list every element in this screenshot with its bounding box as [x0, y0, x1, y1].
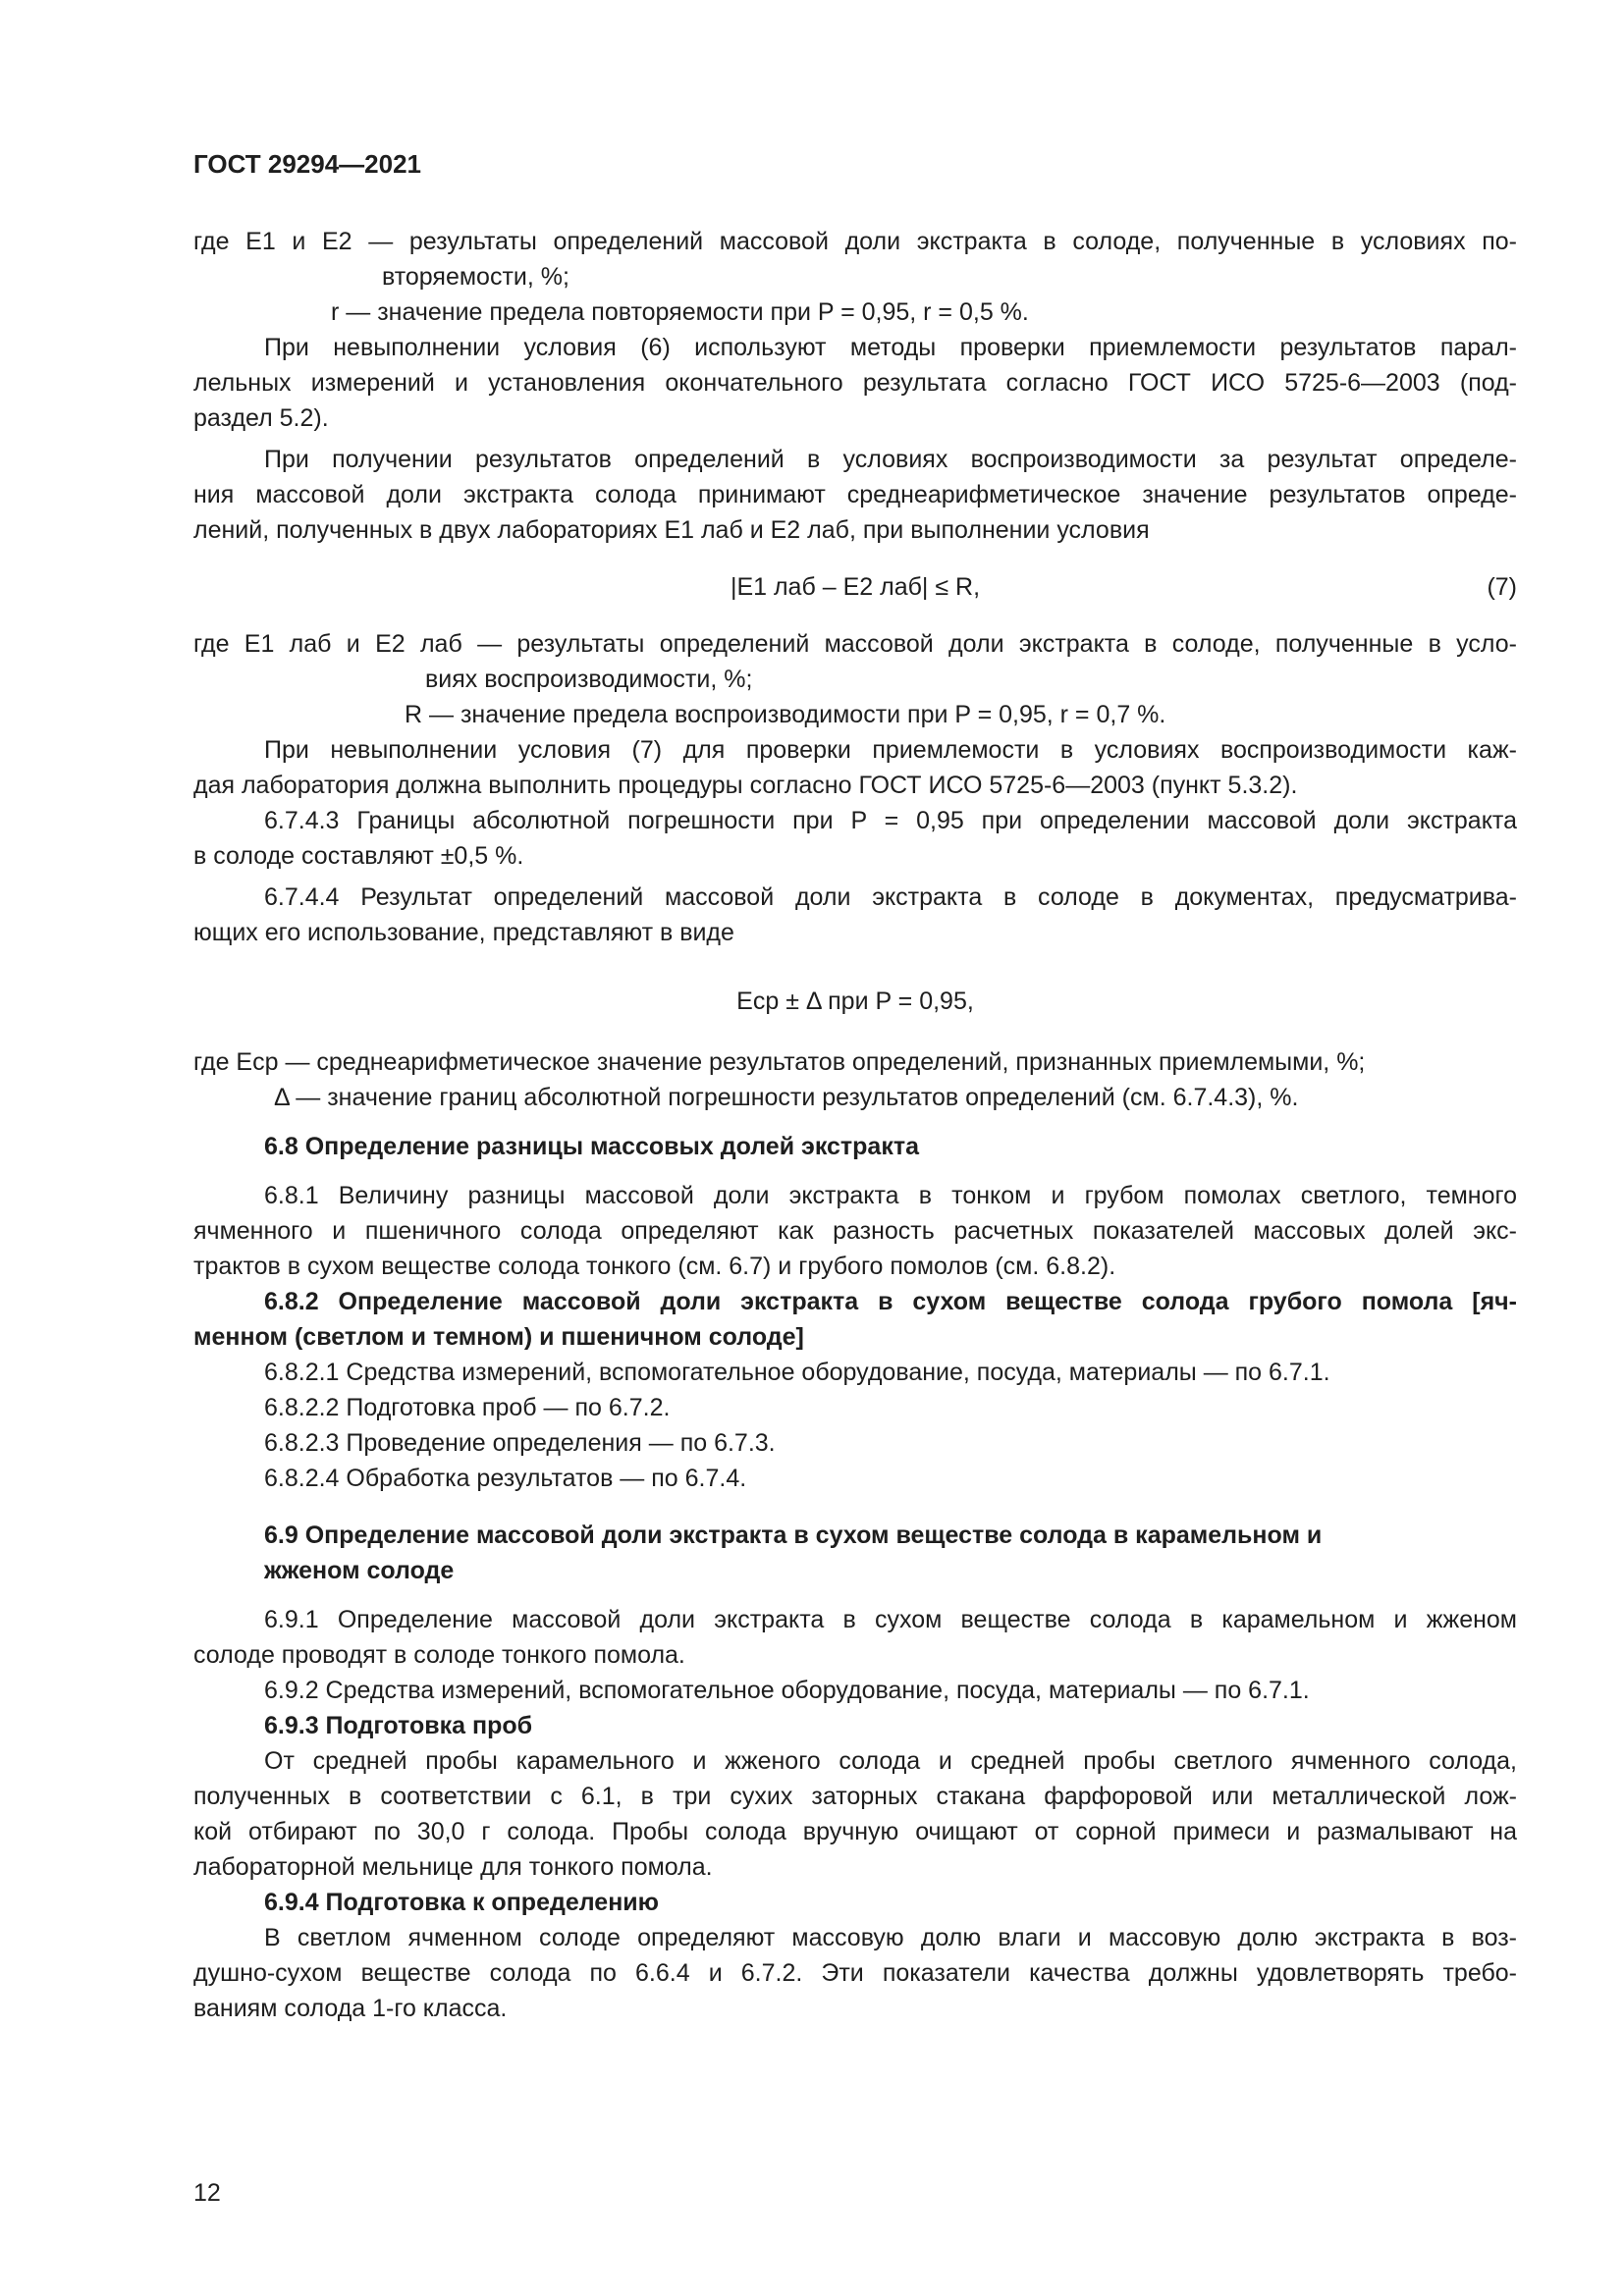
text-line-s3: 6.8.2.3 Проведение определения — по 6.7.3. [264, 1429, 776, 1457]
equation-7-formula: |E1 лаб – E2 лаб| ≤ R, [730, 573, 981, 601]
text-line-p6b: ячменного и пшеничного солода определяют как разность расчетных показателей массовых долей экс- [193, 1217, 1517, 1245]
text-line-h693: 6.9.3 Подготовка проб [264, 1712, 533, 1739]
text-line-p2a: При получении результатов определений в условиях воспроизводимости за результат определе- [264, 446, 1517, 473]
text-line-p4b: в солоде составляют ±0,5 %. [193, 842, 524, 870]
text-line-d5: где Eср — среднеарифметическое значение результатов определений, признанных приемлемыми, %; [193, 1048, 1366, 1076]
text-line-p9a: От средней пробы карамельного и жженого солода и средней пробы светлого ячменного солода, [264, 1747, 1517, 1775]
equation-result-formula: Eср ± Δ при P = 0,95, [736, 988, 974, 1015]
text-line-p9b: полученных в соответствии с 6.1, в три сухих заторных стакана фарфоровой или металлической лож- [193, 1783, 1517, 1810]
equation-7 [193, 569, 1517, 605]
text-line-p10b: душно-сухом веществе солода по 6.6.4 и 6.7.2. Эти показатели качества должны удовлетворять требо- [193, 1959, 1517, 1987]
text-line-p10c: ваниям солода 1-го класса. [193, 1995, 508, 2022]
text-line-d1a: где E1 и E2 — результаты определений массовой доли экстракта в солоде, полученные в условиях по- [193, 228, 1517, 255]
text-line-s2: 6.8.2.2 Подготовка проб — по 6.7.2. [264, 1394, 671, 1421]
text-line-d3b: виях воспроизводимости, %; [425, 666, 753, 693]
text-line-p8: 6.9.2 Средства измерений, вспомогательное оборудование, посуда, материалы — по 6.7.1. [264, 1677, 1310, 1704]
text-line-p6c: трактов в сухом веществе солода тонкого (см. 6.7) и грубого помолов (см. 6.8.2). [193, 1253, 1116, 1280]
page-content [193, 224, 1517, 2026]
text-line-d2: r — значение предела повторяемости при P = 0,95, r = 0,5 %. [331, 298, 1029, 326]
equation-result [193, 984, 1517, 1019]
text-line-p3b: дая лаборатория должна выполнить процедуры согласно ГОСТ ИСО 5725-6—2003 (пункт 5.3.2). [193, 772, 1298, 799]
text-line-h682a: 6.8.2 Определение массовой доли экстракта в сухом веществе солода грубого помола [яч- [264, 1288, 1517, 1315]
text-line-d1b: вторяемости, %; [382, 263, 569, 291]
text-line-p7b: солоде проводят в солоде тонкого помола. [193, 1641, 685, 1669]
text-line-p6a: 6.8.1 Величину разницы массовой доли экстракта в тонком и грубом помолах светлого, темного [264, 1182, 1517, 1209]
text-line-d4: R — значение предела воспроизводимости при P = 0,95, r = 0,7 %. [405, 701, 1166, 728]
document-header: ГОСТ 29294—2021 [193, 149, 421, 179]
text-line-h682b: менном (светлом и темном) и пшеничном солоде] [193, 1323, 804, 1351]
text-block-3 [193, 1044, 1517, 2026]
text-line-p5a: 6.7.4.4 Результат определений массовой доли экстракта в солоде в документах, предусматрива- [264, 883, 1517, 911]
text-line-h694: 6.9.4 Подготовка к определению [264, 1889, 660, 1916]
text-line-h69b: жженом солоде [264, 1557, 455, 1584]
text-line-p3a: При невыполнении условия (7) для проверки приемлемости в условиях воспроизводимости каж- [264, 736, 1517, 764]
text-line-p9d: лабораторной мельнице для тонкого помола. [193, 1853, 713, 1881]
text-line-h69a: 6.9 Определение массовой доли экстракта в сухом веществе солода в карамельном и [264, 1522, 1323, 1549]
text-line-p9c: кой отбирают по 30,0 г солода. Пробы солода вручную очищают от сорной примеси и размалывают на [193, 1818, 1517, 1845]
text-line-p7a: 6.9.1 Определение массовой доли экстракта в сухом веществе солода в карамельном и жженом [264, 1606, 1517, 1633]
text-line-p2c: лений, полученных в двух лабораториях E1 лаб и E2 лаб, при выполнении условия [193, 516, 1150, 544]
text-line-d6: Δ — значение границ абсолютной погрешности результатов определений (см. 6.7.4.3), %. [274, 1084, 1299, 1111]
text-line-p10a: В светлом ячменном солоде определяют массовую долю влаги и массовую долю экстракта в воз- [264, 1924, 1517, 1951]
equation-7-number: (7) [1487, 573, 1517, 601]
text-line-s4: 6.8.2.4 Обработка результатов — по 6.7.4. [264, 1465, 747, 1492]
text-line-p5b: ющих его использование, представляют в виде [193, 919, 734, 946]
text-line-p2b: ния массовой доли экстракта солода принимают среднеарифметическое значение результатов опреде- [193, 481, 1517, 508]
text-line-h68: 6.8 Определение разницы массовых долей экстракта [264, 1133, 919, 1160]
text-line-p4a: 6.7.4.3 Границы абсолютной погрешности при P = 0,95 при определении массовой доли экстракта [264, 807, 1517, 834]
text-block-2 [193, 626, 1517, 950]
text-block-1 [193, 224, 1517, 548]
text-line-s1: 6.8.2.1 Средства измерений, вспомогательное оборудование, посуда, материалы — по 6.7.1. [264, 1359, 1330, 1386]
text-line-p1a: При невыполнении условия (6) используют методы проверки приемлемости результатов парал- [264, 334, 1517, 361]
text-line-p1b: лельных измерений и установления окончательного результата согласно ГОСТ ИСО 5725-6—2003 (под- [193, 369, 1517, 397]
text-line-p1c: раздел 5.2). [193, 404, 329, 432]
text-line-d3a: где E1 лаб и E2 лаб — результаты определений массовой доли экстракта в солоде, полученные в усло- [193, 630, 1517, 658]
page-number: 12 [193, 2179, 221, 2207]
